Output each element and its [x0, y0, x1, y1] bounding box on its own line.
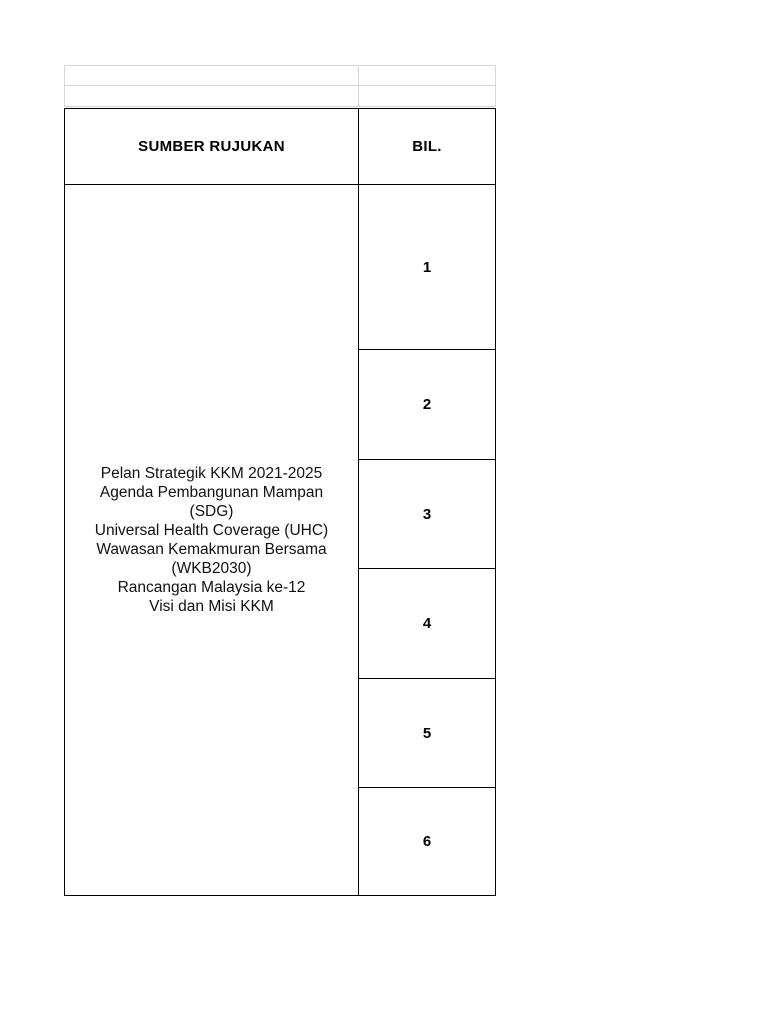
bil-cell: 2 — [359, 350, 495, 460]
bil-cell: 4 — [359, 569, 495, 679]
empty-grid-cell — [359, 66, 495, 85]
bil-column — [359, 185, 495, 895]
source-line: Agenda Pembangunan Mampan — [99, 484, 324, 501]
source-line: Pelan Strategik KKM 2021-2025 — [100, 465, 323, 482]
empty-grid-cell — [65, 86, 359, 106]
bil-cell: 5 — [359, 679, 495, 788]
empty-grid-cell — [65, 66, 359, 85]
source-text-block — [95, 464, 328, 616]
source-line: Wawasan Kemakmuran Bersama — [96, 541, 327, 558]
empty-grid-cell — [359, 86, 495, 106]
bil-cell: 1 — [359, 185, 495, 350]
source-merged-cell — [65, 185, 359, 895]
header-source-cell: SUMBER RUJUKAN — [65, 109, 359, 184]
header-bil-cell: BIL. — [412, 138, 442, 155]
source-line: (WKB2030) — [171, 560, 252, 577]
source-line: Universal Health Coverage (UHC) — [94, 522, 329, 539]
source-line: Visi dan Misi KKM — [149, 598, 274, 615]
table-header-row — [65, 109, 495, 185]
bil-cell: 6 — [422, 833, 432, 850]
bil-cell: 3 — [359, 460, 495, 569]
source-line: Rancangan Malaysia ke-12 — [117, 579, 306, 596]
empty-grid-row — [64, 65, 496, 86]
empty-grid-row — [64, 86, 496, 107]
reference-table — [64, 108, 496, 896]
source-line: (SDG) — [189, 503, 234, 520]
